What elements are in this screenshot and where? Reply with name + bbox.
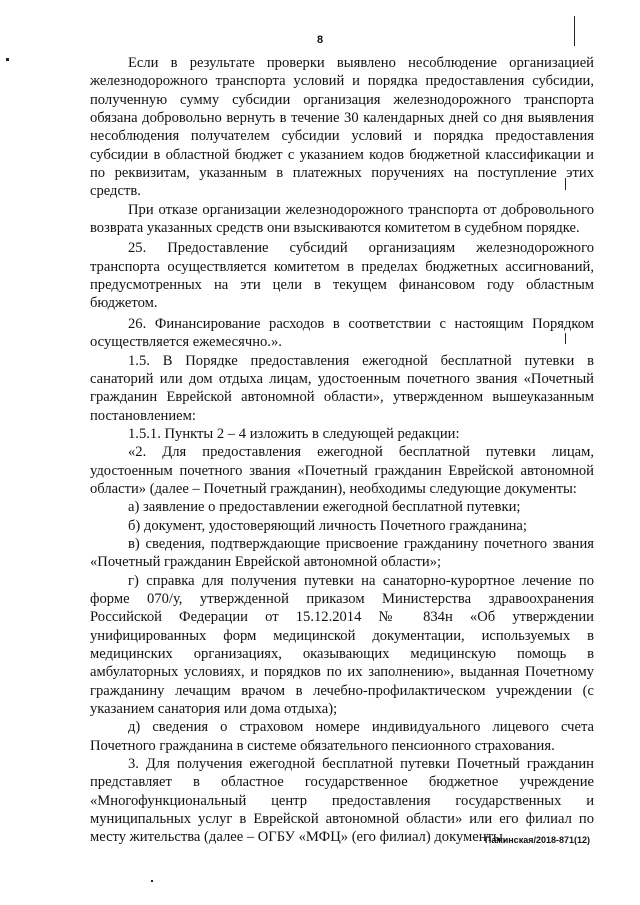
list-item: г) справка для получения путевки на санаторно-курортное лечение по форме 070/у, утвержденной приказом Министерства здравоохранения Российской Федерации от 15.12.2014 № 834н «Об утверждении унифицированных форм медицинской документации, используемых в медицинских организациях, оказывающих медицинскую помощь в амбулаторных условиях, и порядков по их заполнению», выданная Почетному гражданину лечащим врачом в лечебно-профилактическом учреждении (с указанием санатория или дома отдыха);: [90, 572, 594, 718]
list-item: д) сведения о страховом номере индивидуального лицевого счета Почетного гражданина в системе обязательного пенсионного страхования.: [90, 719, 594, 754]
list-item: а) заявление о предоставлении ежегодной бесплатной путевки;: [128, 499, 521, 516]
paragraph: 1.5. В Порядке предоставления ежегодной бесплатной путевки в санаторий или дом отдыха лицам, удостоенным почетного звания «Почетный гражданин Еврейской автономной области», утвержденном вышеуказанным постановлением:: [90, 352, 594, 424]
paragraph: 3. Для получения ежегодной бесплатной путевки Почетный гражданин представляет в областное государственное бюджетное учреждение «Многофункциональный центр предоставления государственных и муниципальных услуг в Еврейской автономной области» или его филиал по месту жительства (далее – ОГБУ «МФЦ» (его филиал) документы,: [90, 756, 594, 846]
document-body: [90, 54, 594, 847]
page-number: 8: [316, 34, 324, 46]
margin-mark: [6, 58, 9, 61]
paragraph: «2. Для предоставления ежегодной бесплатной путевки лицам, удостоенным почетного звания «Почетный гражданин Еврейской автономной области» (далее – Почетный гражданин), необходимы следующие документы:: [90, 444, 594, 497]
list-item: в) сведения, подтверждающие присвоение гражданину почетного звания «Почетный гражданин Еврейской автономной области»;: [90, 535, 594, 571]
paragraph: 1.5.1. Пункты 2 – 4 изложить в следующей редакции:: [128, 425, 460, 442]
margin-mark: [151, 880, 153, 882]
list-item: б) документ, удостоверяющий личность Почетного гражданина;: [128, 517, 527, 534]
paragraph: При отказе организации железнодорожного транспорта от добровольного возврата указанных средств они взыскиваются комитетом в судебном порядке.: [90, 201, 594, 237]
margin-mark: [574, 16, 575, 46]
paragraph: Если в результате проверки выявлено несоблюдение организацией железнодорожного транспорта условий и порядка предоставления субсидии, полученную сумму субсидии организация железнодорожного транспорта обязана добровольно вернуть в течение 30 календарных дней со дня выявления несоблюдения получателем субсидии условий и порядка предоставления субсидии в областной бюджет с указанием кодов бюджетной классификации и по реквизитам, указанным в платежных поручениях на поступление этих средств.: [90, 55, 594, 200]
document-code: Пажинская/2018-871(12): [484, 835, 590, 845]
paragraph: 26. Финансирование расходов в соответствии с настоящим Порядком осуществляется ежемесячно.».: [90, 315, 594, 351]
paragraph: 25. Предоставление субсидий организациям железнодорожного транспорта осуществляется комитетом в пределах бюджетных ассигнований, предусмотренных на эти цели в текущем финансовом году областным бюджетом.: [90, 240, 594, 312]
